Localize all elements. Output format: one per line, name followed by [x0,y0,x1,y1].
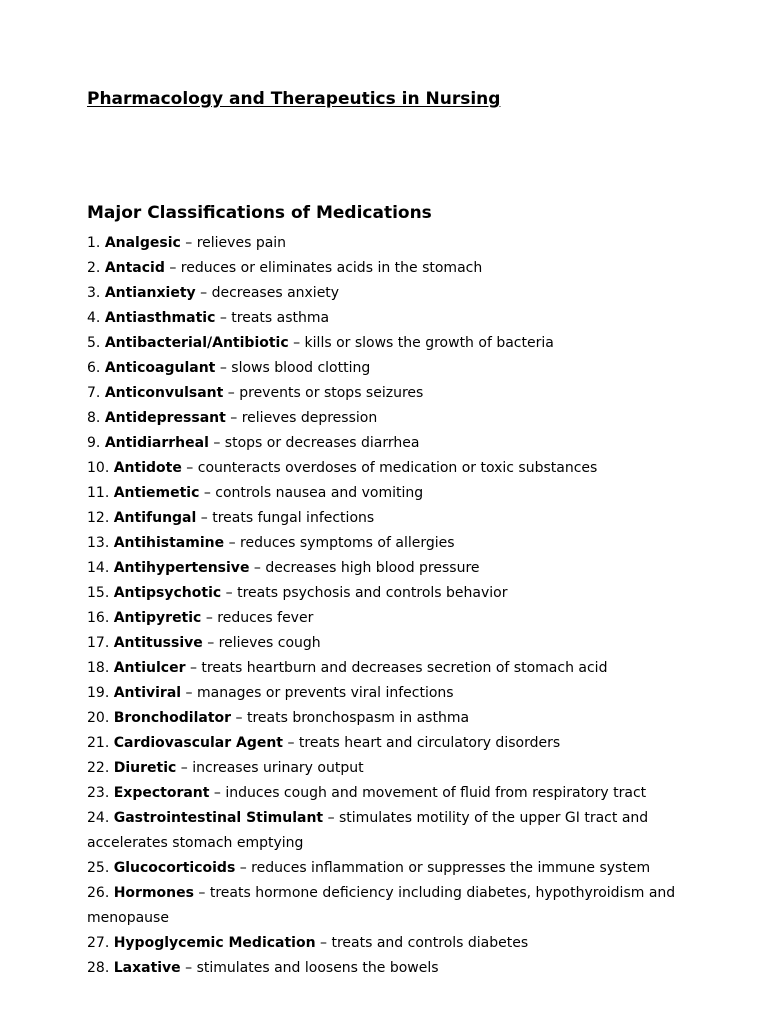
medication-class-term: Antiulcer [113,660,186,676]
medication-class-description: – counteracts overdoses of medication or toxic substances [186,460,598,476]
list-item [87,381,687,406]
medication-class-description: – increases urinary output [180,760,364,776]
list-item-number: 8. [87,410,101,426]
medication-class-term: Hormones [113,885,194,901]
list-item-number: 18. [87,660,110,676]
medication-class-description: – controls nausea and vomiting [203,485,424,501]
medication-class-term: Analgesic [104,235,181,251]
medication-class-description: – treats bronchospasm in asthma [235,710,470,726]
list-item-number: 19. [87,685,110,701]
list-item [87,881,687,931]
list-item-number: 23. [87,785,110,801]
list-item-number: 3. [87,285,101,301]
medication-class-description: – stimulates and loosens the bowels [185,960,439,976]
list-item-number: 10. [87,460,110,476]
medication-class-term: Antifungal [113,510,197,526]
medication-class-term: Antitussive [113,635,203,651]
medication-class-description: – reduces fever [205,610,314,626]
list-item-number: 9. [87,435,101,451]
list-item [87,506,687,531]
list-item [87,656,687,681]
list-item [87,531,687,556]
medication-class-description: – manages or prevents viral infections [185,685,454,701]
medication-class-term: Laxative [113,960,181,976]
list-item [87,681,687,706]
list-item [87,481,687,506]
medication-class-description: – treats psychosis and controls behavior [225,585,508,601]
medication-class-term: Anticoagulant [104,360,216,376]
medication-class-description: – treats fungal infections [200,510,375,526]
list-item-number: 12. [87,510,110,526]
list-item-number: 7. [87,385,101,401]
medication-class-description: – treats hormone deficiency including diabetes, hypothyroidism and menopause [87,885,676,926]
list-item [87,331,687,356]
list-item-number: 24. [87,810,110,826]
list-item-number: 14. [87,560,110,576]
list-item-number: 11. [87,485,110,501]
list-item [87,706,687,731]
medication-class-term: Gastrointestinal Stimulant [113,810,324,826]
list-item [87,731,687,756]
list-item-number: 6. [87,360,101,376]
medication-class-term: Expectorant [113,785,210,801]
list-item [87,456,687,481]
list-item [87,256,687,281]
list-item [87,781,687,806]
medication-class-description: – decreases high blood pressure [253,560,480,576]
list-item [87,956,687,981]
medication-class-term: Antidiarrheal [104,435,209,451]
medication-class-term: Antidepressant [104,410,226,426]
list-item [87,406,687,431]
medication-class-description: – relieves pain [185,235,287,251]
medication-class-term: Antihistamine [113,535,225,551]
medication-classification-list [87,231,687,981]
list-item [87,806,687,856]
list-item-number: 5. [87,335,101,351]
list-item-number: 22. [87,760,110,776]
list-item [87,431,687,456]
medication-class-term: Glucocorticoids [113,860,236,876]
list-item-number: 20. [87,710,110,726]
medication-class-term: Antiemetic [113,485,200,501]
medication-class-description: – decreases anxiety [200,285,340,301]
medication-class-term: Antibacterial/Antibiotic [104,335,289,351]
medication-class-description: – reduces or eliminates acids in the stomach [169,260,483,276]
medication-class-term: Antidote [113,460,182,476]
list-item-number: 4. [87,310,101,326]
medication-class-term: Anticonvulsant [104,385,224,401]
list-item-number: 21. [87,735,110,751]
list-item [87,281,687,306]
medication-class-description: – stops or decreases diarrhea [213,435,420,451]
list-item-number: 27. [87,935,110,951]
medication-class-term: Bronchodilator [113,710,232,726]
list-item [87,306,687,331]
list-item-number: 17. [87,635,110,651]
medication-class-description: – relieves cough [207,635,321,651]
list-item-number: 15. [87,585,110,601]
medication-class-term: Diuretic [113,760,177,776]
list-item-number: 26. [87,885,110,901]
medication-class-term: Antiviral [113,685,182,701]
list-item [87,756,687,781]
document-title: Pharmacology and Therapeutics in Nursing [87,89,501,109]
medication-class-description: – treats heartburn and decreases secretion of stomach acid [189,660,608,676]
list-item-number: 2. [87,260,101,276]
medication-class-description: – reduces inflammation or suppresses the immune system [239,860,651,876]
list-item [87,931,687,956]
medication-class-description: – kills or slows the growth of bacteria [293,335,554,351]
medication-class-term: Antipsychotic [113,585,222,601]
medication-class-description: – prevents or stops seizures [227,385,424,401]
list-item [87,631,687,656]
medication-class-term: Hypoglycemic Medication [113,935,316,951]
list-item [87,581,687,606]
list-item [87,231,687,256]
medication-class-term: Antacid [104,260,165,276]
medication-class-term: Antiasthmatic [104,310,216,326]
medication-class-description: – induces cough and movement of fluid from respiratory tract [213,785,647,801]
medication-class-description: – slows blood clotting [219,360,371,376]
list-item-number: 25. [87,860,110,876]
list-item-number: 1. [87,235,101,251]
medication-class-term: Antihypertensive [113,560,250,576]
medication-class-term: Antipyretic [113,610,202,626]
list-item [87,856,687,881]
list-item-number: 28. [87,960,110,976]
medication-class-term: Antianxiety [104,285,196,301]
list-item [87,556,687,581]
list-item [87,356,687,381]
medication-class-description: – treats and controls diabetes [320,935,529,951]
medication-class-description: – relieves depression [230,410,378,426]
medication-class-term: Cardiovascular Agent [113,735,283,751]
medication-class-description: – treats asthma [219,310,330,326]
list-item [87,606,687,631]
medication-class-description: – reduces symptoms of allergies [228,535,455,551]
list-item-number: 13. [87,535,110,551]
medication-class-description: – treats heart and circulatory disorders [287,735,561,751]
list-item-number: 16. [87,610,110,626]
section-heading: Major Classifications of Medications [87,203,432,223]
medication-class-description: – stimulates motility of the upper GI tract and accelerates stomach emptying [87,810,649,851]
